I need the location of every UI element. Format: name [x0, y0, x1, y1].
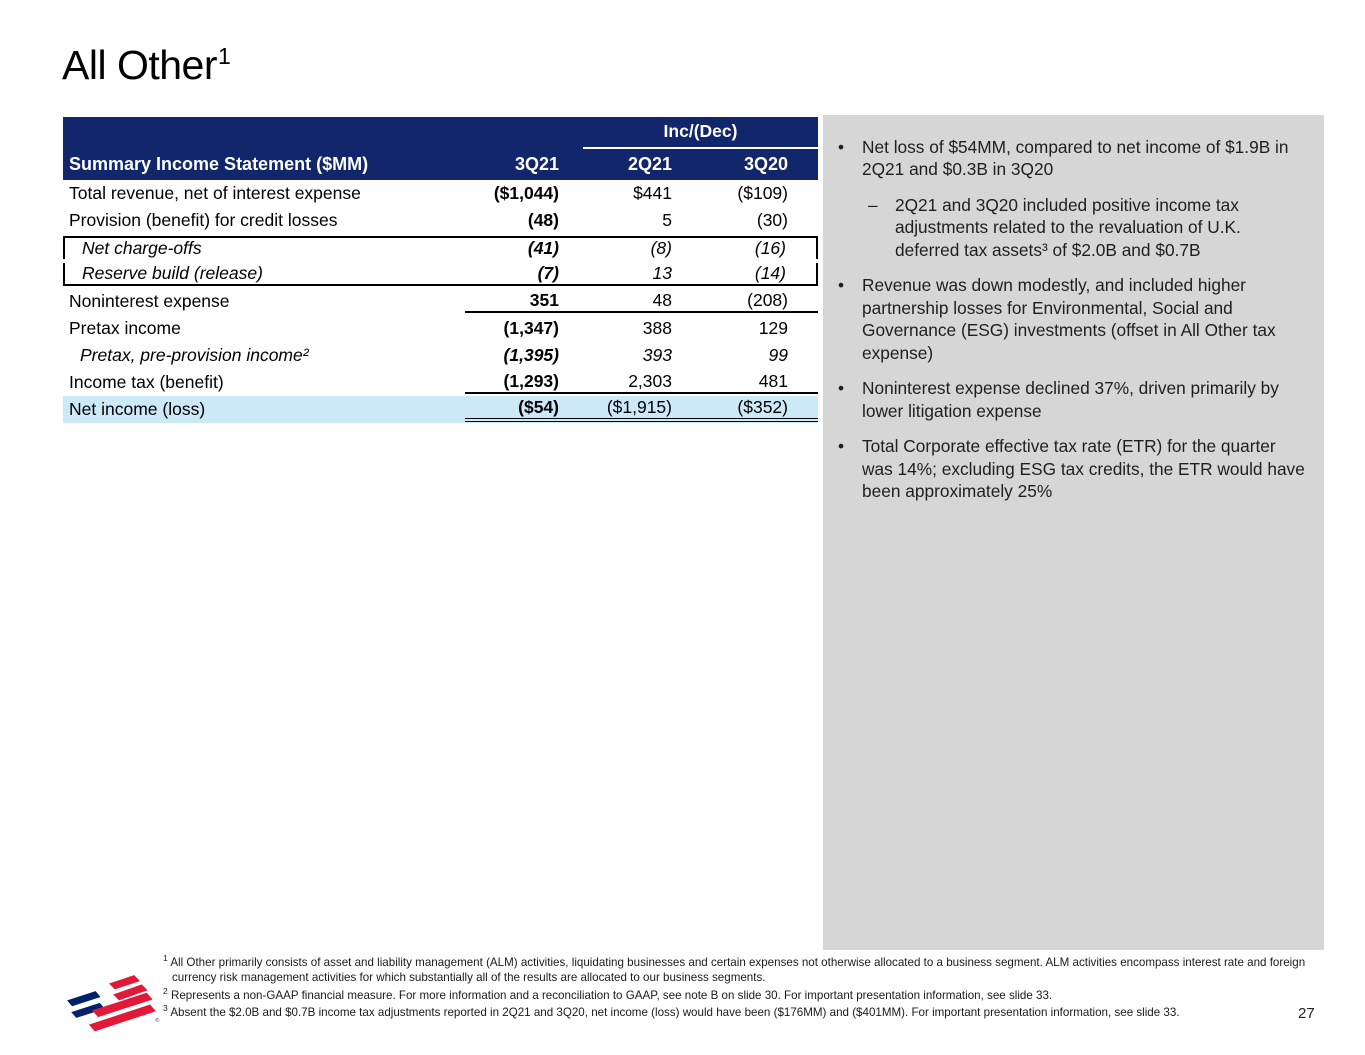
cell-3q21: (1,293) [465, 371, 583, 394]
bullet-item [838, 136, 1309, 181]
column-header-3q20: 3Q20 [743, 154, 788, 174]
page-title-text: All Other [62, 42, 217, 88]
cell-2q21: ($1,915) [583, 397, 700, 422]
table-row [63, 234, 818, 261]
commentary-panel [823, 115, 1324, 950]
bullet-marker: – [868, 194, 878, 215]
row-label: Provision (benefit) for credit losses [69, 210, 338, 230]
bullet-marker: • [838, 137, 845, 157]
cell-3q21: ($54) [465, 397, 583, 422]
table-row [63, 315, 818, 342]
column-header-3q21: 3Q21 [514, 154, 559, 174]
footnote [163, 953, 1335, 986]
cell-3q21: (7) [465, 263, 583, 286]
cell-2q21: 5 [662, 210, 672, 230]
footnote-text: All Other primarily consists of asset and liability management (ALM) activities, liquidating businesses and certain expenses not otherwise allocated to a business segment. ALM activities encompass interest rate and foreign currency risk management activities for which substantially all of the results are allocated to our business segments. [170, 955, 1306, 985]
bullet-marker: • [838, 378, 845, 399]
table-row [63, 342, 818, 369]
row-label: Net charge-offs [63, 236, 465, 259]
cell-2q21: 48 [583, 290, 700, 313]
cell-3q20: 129 [758, 318, 788, 338]
page-title-footnote-ref: 1 [218, 43, 231, 69]
cell-3q21: (41) [465, 236, 583, 259]
table-row [63, 207, 818, 234]
bullet-item [838, 435, 1309, 502]
footnote-number: 1 [163, 953, 168, 963]
bullet-item [838, 274, 1309, 364]
bank-of-america-flag-icon [57, 970, 161, 1034]
bullet-text: Revenue was down modestly, and included higher partnership losses for Environmental, Social and Governance (ESG) investments (offset in All Other tax expense) [862, 275, 1276, 363]
page-title [62, 42, 230, 89]
cell-3q20: (208) [700, 290, 818, 313]
bullet-text: Net loss of $54MM, compared to net income of $1.9B in 2Q21 and $0.3B in 3Q20 [862, 137, 1289, 180]
cell-3q21: 351 [465, 290, 583, 313]
bullet-item [868, 194, 1309, 261]
row-label: Income tax (benefit) [69, 372, 224, 392]
table-header-top-row [63, 117, 818, 149]
table-body [63, 180, 818, 423]
cell-2q21: 2,303 [583, 371, 700, 394]
cell-3q20: (16) [700, 236, 818, 259]
footnotes [163, 953, 1335, 1021]
row-label: Net income (loss) [69, 399, 206, 419]
cell-3q20: (14) [700, 263, 818, 286]
cell-3q21: (1,347) [503, 318, 559, 338]
inc-dec-header: Inc/(Dec) [583, 121, 818, 149]
cell-3q20: ($352) [700, 397, 818, 422]
table-row [63, 396, 818, 423]
bank-of-america-logo [57, 970, 161, 1039]
row-label: Pretax, pre-provision income² [80, 345, 309, 365]
table-header-columns [63, 149, 818, 180]
trademark-symbol: ® [155, 1018, 160, 1025]
footnote-number: 3 [163, 1003, 168, 1014]
row-label: Noninterest expense [69, 291, 230, 311]
cell-3q20: ($109) [737, 183, 788, 203]
cell-3q21: (1,395) [503, 345, 559, 365]
cell-3q20: 481 [700, 371, 818, 394]
footnote-number: 2 [163, 985, 168, 996]
cell-2q21: (8) [583, 236, 700, 259]
page-number: 27 [1298, 1005, 1315, 1022]
cell-2q21: 388 [642, 318, 672, 338]
footnote-text: Represents a non-GAAP financial measure. For more information and a reconciliation to GAAP, see note B on slide 30. For important presentation information, see slide 33. [170, 988, 1053, 1002]
table-row [63, 369, 818, 396]
cell-2q21: 393 [642, 345, 672, 365]
summary-income-statement-table [63, 117, 818, 423]
column-header-label: Summary Income Statement ($MM) [69, 154, 369, 174]
table-row [63, 288, 818, 315]
bullet-text: 2Q21 and 3Q20 included positive income tax adjustments related to the revaluation of U.K. deferred tax assets³ of $2.0B and $0.7B [895, 194, 1241, 260]
footnote-text: Absent the $2.0B and $0.7B income tax adjustments reported in 2Q21 and 3Q20, net income (loss) would have been ($176MM) and ($401MM). For important presentation information, see slide 33. [170, 1006, 1180, 1020]
bullet-text: Total Corporate effective tax rate (ETR) for the quarter was 14%; excluding ESG tax credits, the ETR would have been approximately 25% [862, 436, 1305, 502]
cell-2q21: 13 [583, 263, 700, 286]
footnote [163, 986, 1335, 1003]
row-label: Total revenue, net of interest expense [69, 183, 361, 203]
row-label: Pretax income [69, 318, 181, 338]
table-row [63, 180, 818, 207]
bullet-marker: • [838, 275, 845, 296]
column-header-2q21: 2Q21 [627, 154, 672, 174]
cell-2q21: $441 [633, 183, 672, 203]
bullet-marker: • [838, 436, 845, 457]
footnote [163, 1003, 1335, 1020]
table-header [63, 117, 818, 180]
bullet-item [838, 377, 1309, 422]
bullet-text: Noninterest expense declined 37%, driven primarily by lower litigation expense [862, 378, 1279, 421]
cell-3q20: 99 [768, 345, 788, 365]
cell-3q21: (48) [527, 210, 559, 230]
row-label: Reserve build (release) [63, 263, 465, 286]
cell-3q21: ($1,044) [493, 183, 559, 203]
cell-3q20: (30) [756, 210, 788, 230]
table-row [63, 261, 818, 288]
